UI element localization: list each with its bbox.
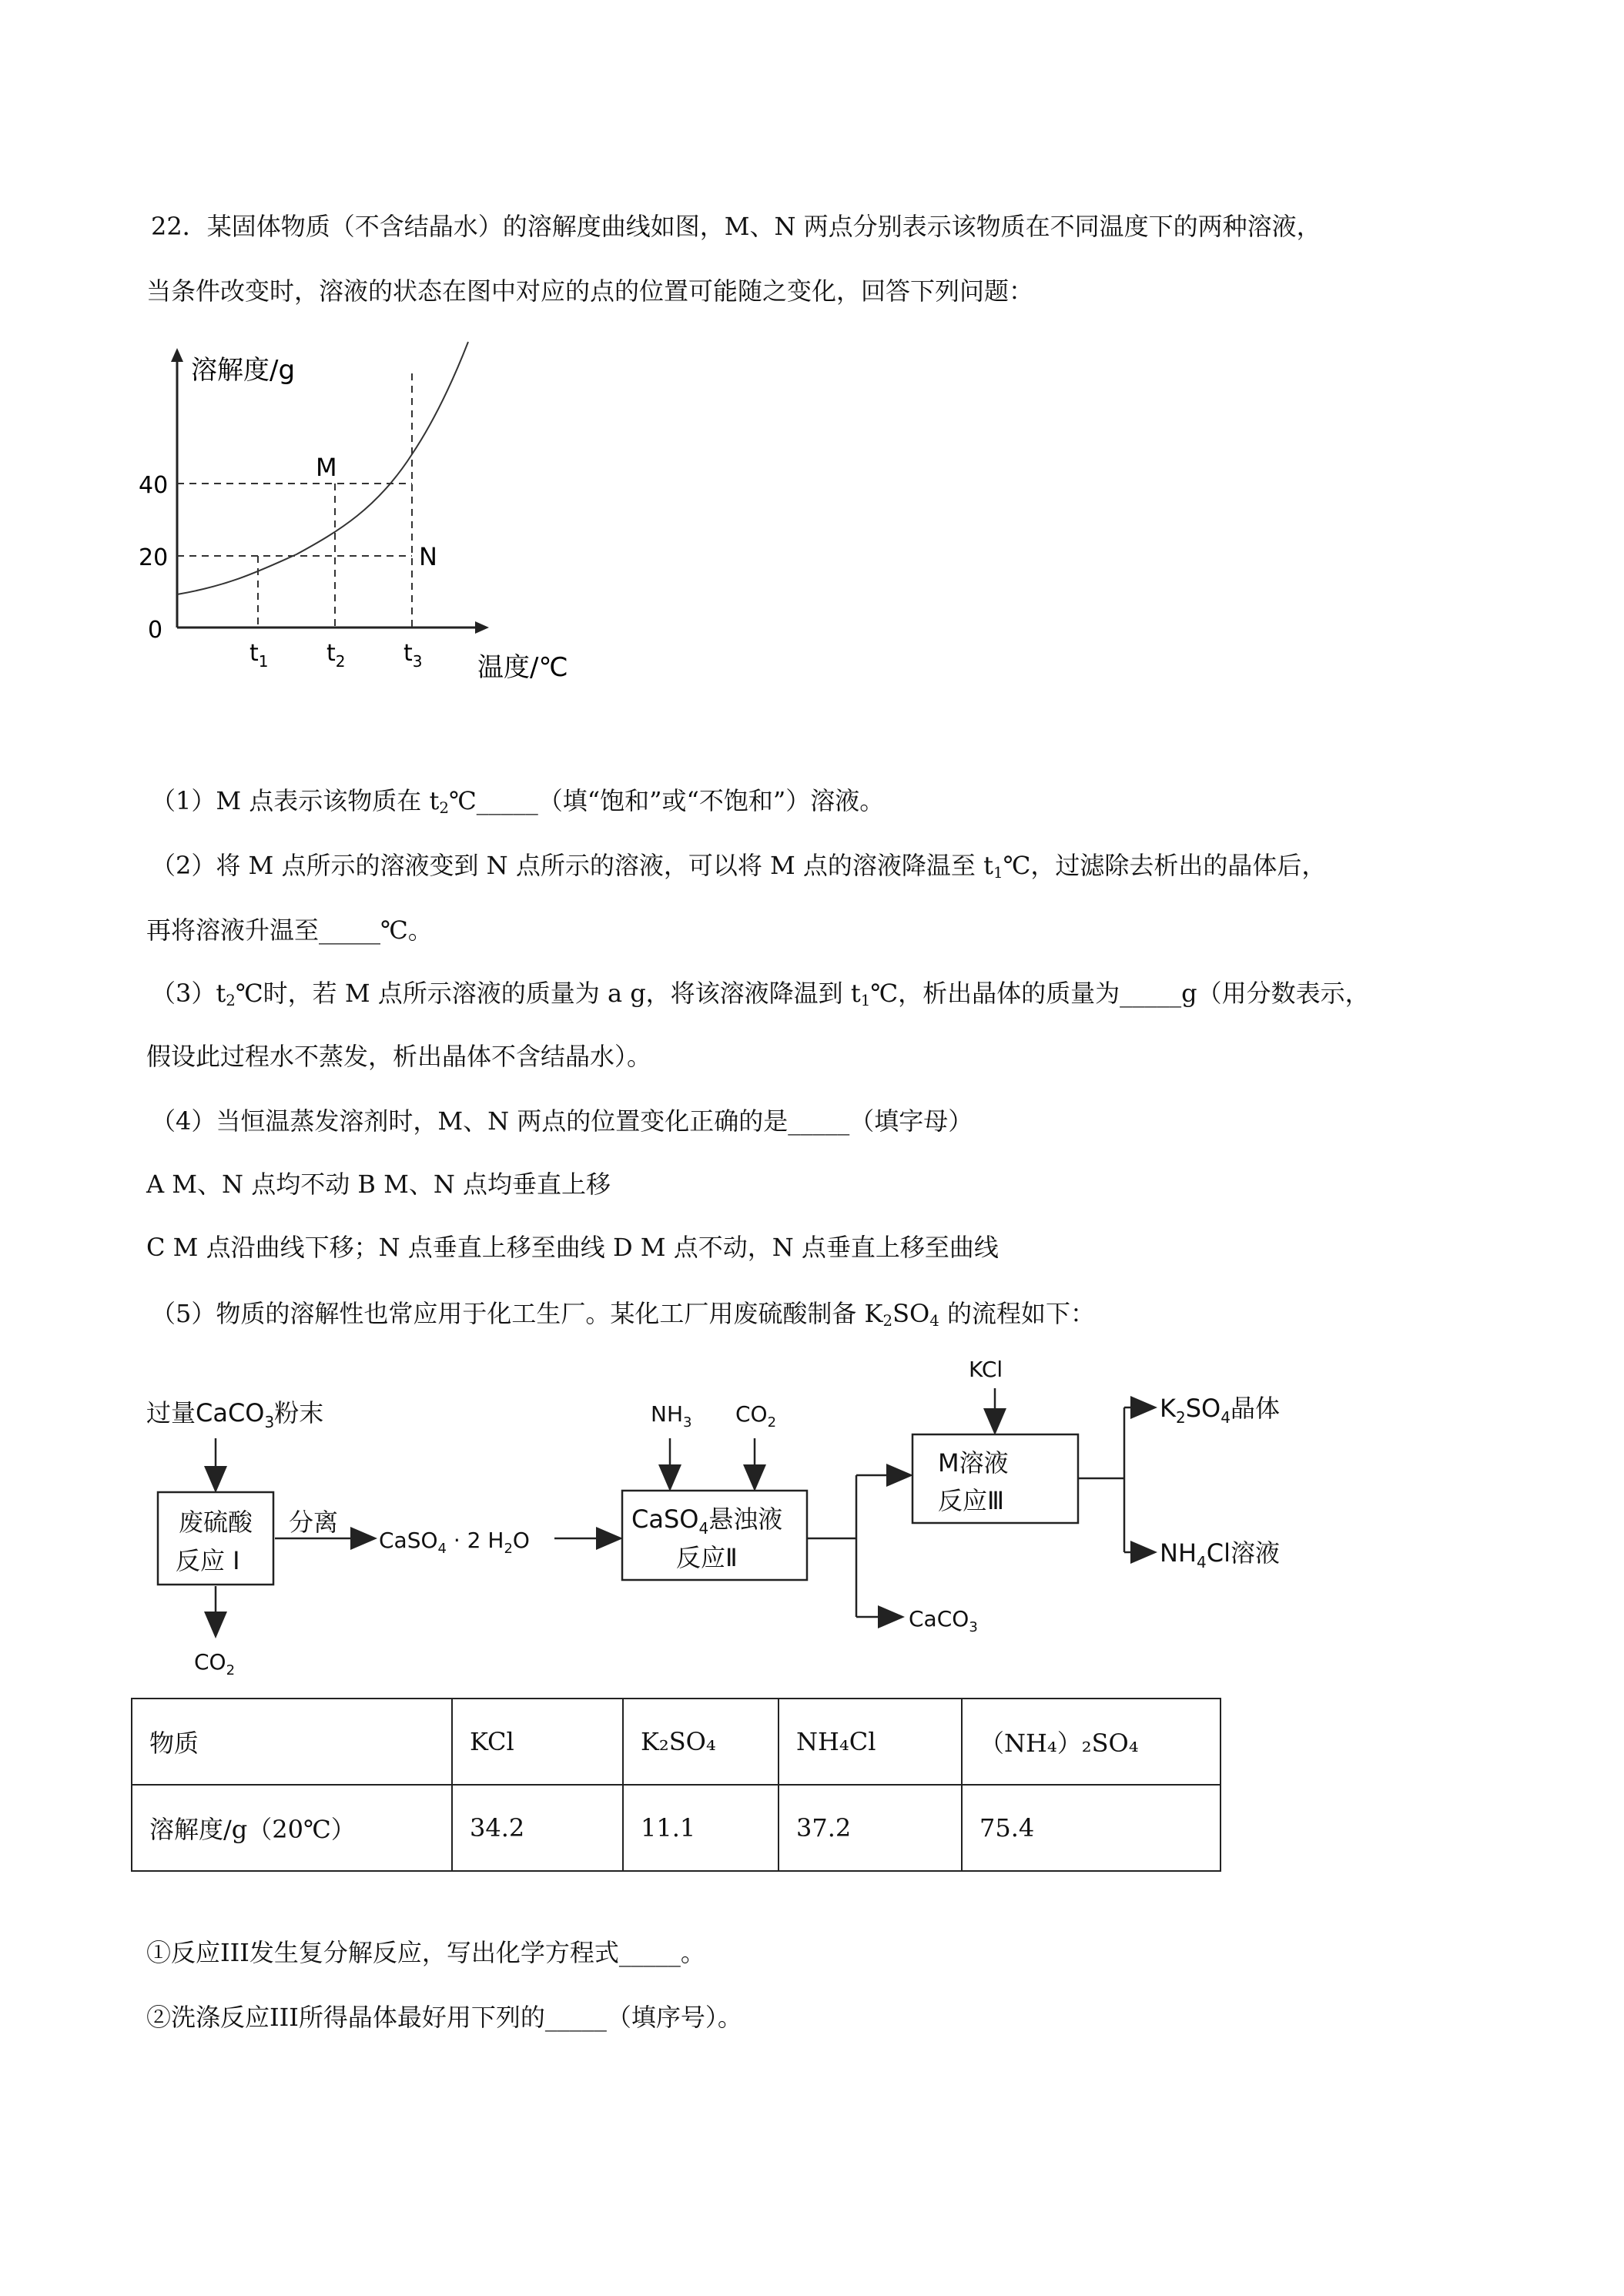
question-line-1: 22．某固体物质（不含结晶水）的溶解度曲线如图，M、N 两点分别表示该物质在不同温度下的两种溶液， — [151, 212, 1321, 241]
box2-line1: CaSO$_4$悬浊液 — [631, 1504, 783, 1538]
y-tick-0: 0 — [148, 617, 163, 644]
point-m-label: M — [316, 453, 337, 482]
box2-line2: 反应Ⅱ — [676, 1543, 738, 1572]
sub-question-2: ②洗涤反应III所得晶体最好用下列的_____（填序号）。 — [146, 2003, 742, 2032]
flow-caso4-2h2o: CaSO$_4$ · 2 $H_2O$ — [379, 1528, 530, 1557]
table-header-row — [132, 1699, 1221, 1785]
box1-line2: 反应 I — [176, 1546, 240, 1575]
flow-k2so4-out: $K_2SO_4$晶体 — [1160, 1394, 1280, 1427]
x-tick-t1: $t_1$ — [249, 640, 269, 671]
process-flowchart — [139, 1346, 1309, 1685]
y-axis-label: 溶解度/g — [191, 355, 296, 386]
part-2-line-2: 再将溶液升温至_____℃。 — [146, 915, 433, 945]
question-line-2: 当条件改变时，溶液的状态在图中对应的点的位置可能随之变化，回答下列问题： — [146, 276, 1034, 306]
flow-kcl: KCl — [969, 1357, 1003, 1382]
box1-line1: 废硫酸 — [179, 1508, 253, 1537]
table-row-label: 溶解度/g（20℃） — [132, 1785, 452, 1871]
solubility-table — [131, 1698, 1221, 1872]
box3-line1: M溶液 — [938, 1448, 1009, 1478]
part-4-options-1: A M、N 点均不动 B M、N 点均垂直上移 — [146, 1170, 611, 1199]
table-cell: 37.2 — [779, 1785, 962, 1871]
separate-label: 分离 — [289, 1508, 339, 1537]
part-3-line-2: 假设此过程水不蒸发，析出晶体不含结晶水）。 — [146, 1042, 652, 1071]
x-tick-t3: $t_3$ — [403, 640, 423, 671]
sub-question-1: ①反应III发生复分解反应，写出化学方程式_____。 — [146, 1938, 705, 1967]
table-header-cell: （NH₄）₂SO₄ — [962, 1699, 1221, 1785]
part-4: （4）当恒温蒸发溶剂时，M、N 两点的位置变化正确的是_____（填字母） — [151, 1106, 973, 1136]
x-axis-arrow — [475, 621, 489, 634]
table-row — [132, 1785, 1221, 1871]
flow-caco3-out: CaCO$_3$ — [909, 1606, 978, 1635]
table-header-cell: K₂SO₄ — [623, 1699, 779, 1785]
flow-co2-in: $CO_2$ — [735, 1401, 777, 1431]
solubility-graph — [131, 331, 608, 693]
flow-nh4cl-out: $NH_4Cl$溶液 — [1160, 1538, 1280, 1571]
box3-line2: 反应Ⅲ — [938, 1486, 1005, 1515]
part-3-line-1: $(3)t_2℃$时，若 M 点所示溶液的质量为 a g，将该溶液降温到 $t_1℃$，析出晶体的质量为_____g（用分数表示， — [151, 979, 1370, 1009]
x-axis-label: 温度/℃ — [477, 652, 568, 683]
part-5: （5）物质的溶解性也常应用于化工生厂。某化工厂用废硫酸制备 $K_2SO_4$ 的流程如下： — [151, 1299, 1096, 1330]
x-tick-t2: $t_2$ — [326, 640, 346, 671]
y-tick-40: 40 — [139, 472, 169, 499]
flow-nh3: $NH_3$ — [651, 1401, 692, 1431]
part-2-line-1: （2）将 M 点所示的溶液变到 N 点所示的溶液，可以将 M 点的溶液降温至 $t_1℃$，过滤除去析出的晶体后， — [151, 851, 1327, 882]
table-header-cell: NH₄Cl — [779, 1699, 962, 1785]
table-header-cell: 物质 — [132, 1699, 452, 1785]
point-n-label: N — [419, 542, 437, 571]
flow-co2-out: $CO_2$ — [194, 1649, 236, 1678]
part-1: （1）M 点表示该物质在 $t_2℃\_\_\_\_\_$（填“饱和”或“不饱和”）溶液。 — [151, 786, 885, 817]
flow-input-caco3: 过量CaCO$_3$粉末 — [146, 1398, 324, 1431]
part-4-options-2: C M 点沿曲线下移；N 点垂直上移至曲线 D M 点不动，N 点垂直上移至曲线 — [146, 1233, 999, 1262]
y-axis-arrow — [171, 348, 183, 362]
table-cell: 75.4 — [962, 1785, 1221, 1871]
table-header-cell: KCl — [452, 1699, 623, 1785]
y-tick-20: 20 — [139, 544, 169, 571]
table-cell: 34.2 — [452, 1785, 623, 1871]
table-cell: 11.1 — [623, 1785, 779, 1871]
